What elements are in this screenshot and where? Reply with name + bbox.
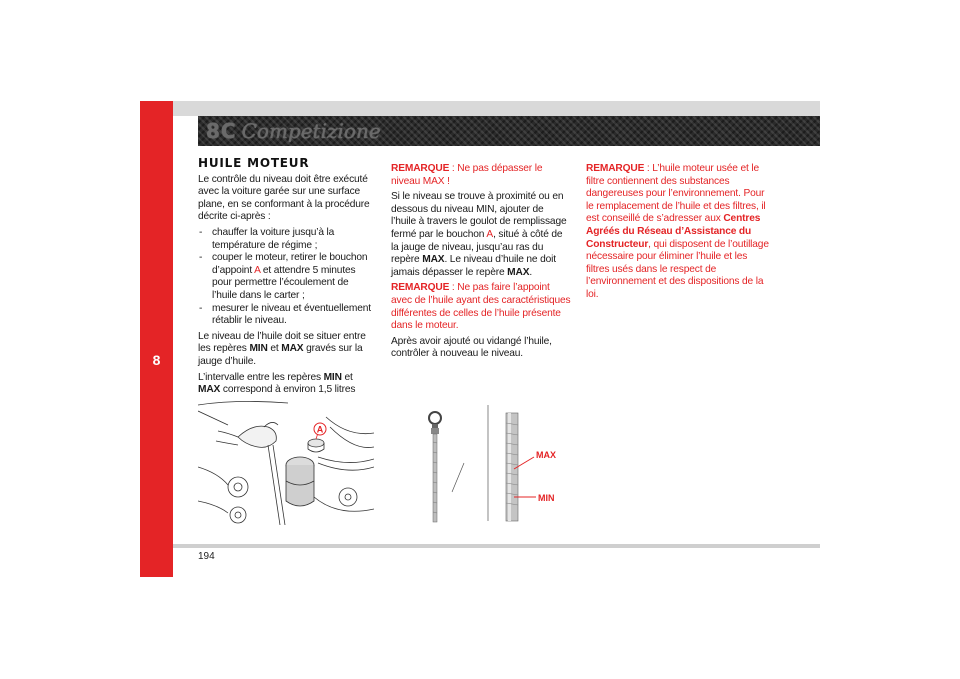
text-run: correspond à environ 1,5 litres [222,384,356,396]
top-bar [173,101,820,116]
environment-remark [586,163,771,302]
cap-marker-a: A [254,264,261,276]
step-item [198,227,376,252]
remark-2 [391,282,571,332]
cap-label-a: A [316,424,324,435]
min-mark: MIN [249,343,268,355]
remark-text: : Ne pas faire l’appoint avec de l’huile ayant des caractéristiques différentes de celles de l’huile présente dans le moteur. [391,282,571,332]
bottom-rule [173,544,820,548]
text-run: et [267,343,282,355]
chapter-strip [140,101,173,577]
text-run: . Le niveau d’huile ne doit jamais dépasser le repère [391,254,556,278]
text-run: , situé à côté de la jauge de niveau, jusqu’au ras du repère [391,228,563,266]
column-3 [586,163,771,305]
level-paragraph [198,331,376,369]
min-label: MIN [538,493,555,503]
text-run: et [341,371,353,383]
text-run: gravés sur la jauge d’huile. [198,343,363,367]
dipstick-illustration [404,397,572,527]
brand-logo [206,118,381,144]
intro-paragraph: Le contrôle du niveau doit être exécuté avec la voiture garée sur une surface plane, en se conformant à la procédure décrite ci-après : [198,173,370,223]
max-label: MAX [536,450,556,460]
service-network: Centres Agréés du Réseau d’Assistance du Constructeur [586,213,761,250]
logo-8c: 8C [206,119,237,143]
step-dash: - [199,226,203,238]
remark-label: REMARQUE [391,282,450,294]
max-mark: MAX [507,266,530,278]
remark-text: : Ne pas dépasser le niveau MAX ! [391,163,543,187]
max-mark: MAX [281,343,304,355]
min-mark: MIN [323,371,342,383]
column-2 [391,163,571,364]
remark-1 [391,163,571,188]
procedure-steps [198,227,376,328]
max-mark: MAX [422,254,445,266]
max-mark: MAX [198,384,221,396]
text-run: L’intervalle entre les repères [198,371,324,383]
step-text: chauffer la voiture jusqu’à la température de régime ; [212,226,335,251]
chapter-number: 8 [152,352,161,368]
step-dash: - [199,302,203,314]
refill-paragraph [391,191,571,279]
step-dash: - [199,252,203,264]
text-run: : L’huile moteur usée et le filtre contiennent des substances dangereuses pour l’environnement. Pour le remplacement de l’huile et des filtres, il est conseillé de s’adresser aux [586,163,766,225]
remark-label: REMARQUE [586,163,645,174]
step-text: mesurer le niveau et éventuellement rétablir le niveau. [212,302,371,327]
step-item [198,252,376,302]
text-run: Si le niveau se trouve à proximité ou en dessous du niveau MIN, ajouter de l’huile à travers le goulot de remplissage fermé par le bouchon [391,191,567,240]
recheck-paragraph: Après avoir ajouté ou vidangé l’huile, contrôler à nouveau le niveau. [391,335,552,360]
text-run: . [529,266,533,278]
cap-marker-a: A [486,228,494,240]
step-text: et attendre 5 minutes pour permettre l’écoulement de l’huile dans le carter ; [212,264,356,301]
engine-bay-illustration [198,397,374,527]
text-run: , qui disposent de l’outillage nécessaire pour éliminer l’huile et les filtres usés dans le respect de l’environnement et des dispositions de la loi. [586,238,769,300]
header-banner [198,116,820,146]
remark-label: REMARQUE [391,163,450,174]
logo-competizione: Competizione [241,119,381,143]
text-run: Le niveau de l’huile doit se situer entre les repères [198,330,366,355]
step-text: couper le moteur, retirer le bouchon d’appoint [212,252,368,276]
section-title: HUILE MOTEUR [198,156,310,170]
column-1 [198,157,376,412]
page-number: 194 [198,551,215,562]
step-item [198,303,376,328]
